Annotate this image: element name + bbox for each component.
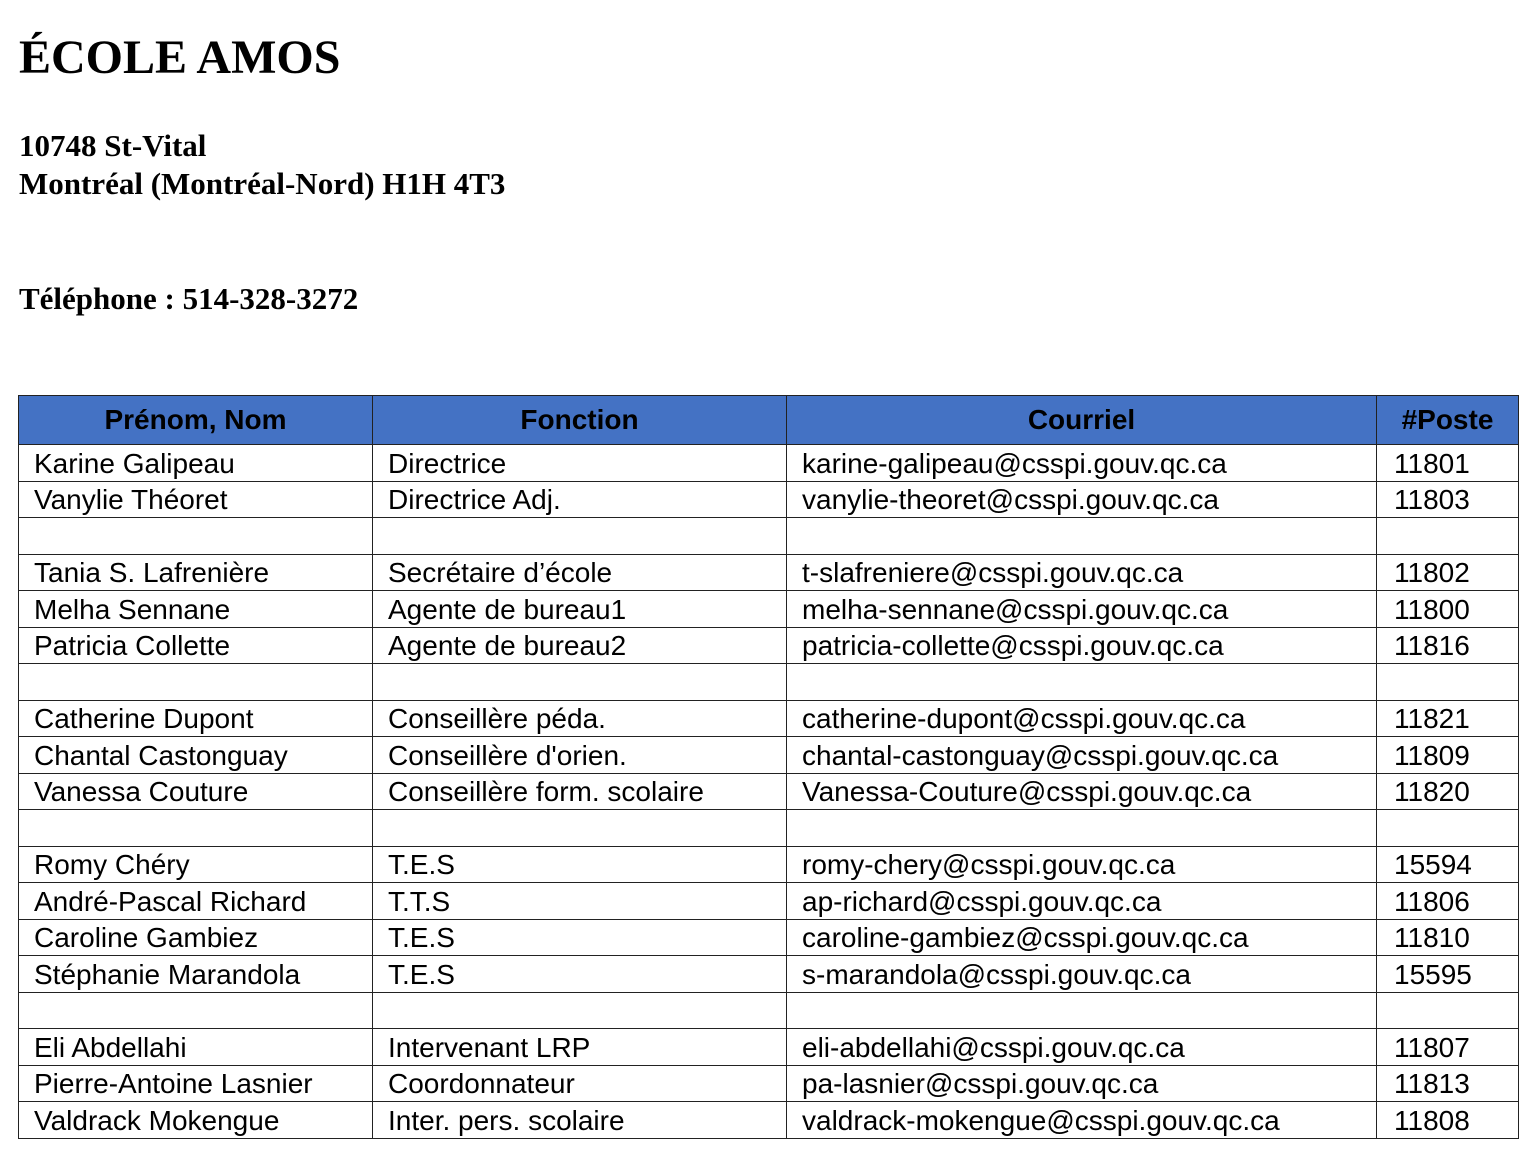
table-body [19, 445, 1519, 1139]
cell-email[interactable]: chantal-castonguay@csspi.gouv.qc.ca [787, 737, 1377, 774]
table-row [19, 773, 1519, 810]
table-row [19, 919, 1519, 956]
cell-email[interactable]: melha-sennane@csspi.gouv.qc.ca [787, 591, 1377, 628]
cell-role: Agente de bureau2 [373, 627, 787, 664]
cell-role: T.E.S [373, 956, 787, 993]
cell-poste: 11803 [1377, 481, 1519, 518]
table-row [19, 700, 1519, 737]
cell-name: Pierre-Antoine Lasnier [19, 1065, 373, 1102]
cell-email [787, 664, 1377, 701]
cell-poste: 11807 [1377, 1029, 1519, 1066]
cell-role [373, 664, 787, 701]
cell-name: Karine Galipeau [19, 445, 373, 482]
table-row [19, 591, 1519, 628]
table-row [19, 1029, 1519, 1066]
cell-role: Secrétaire d’école [373, 554, 787, 591]
cell-role [373, 810, 787, 847]
cell-name: Vanylie Théoret [19, 481, 373, 518]
cell-name: Eli Abdellahi [19, 1029, 373, 1066]
cell-email[interactable]: catherine-dupont@csspi.gouv.qc.ca [787, 700, 1377, 737]
cell-name [19, 518, 373, 555]
table-row [19, 481, 1519, 518]
cell-role: Conseillère form. scolaire [373, 773, 787, 810]
cell-name: Caroline Gambiez [19, 919, 373, 956]
cell-name [19, 664, 373, 701]
table-row [19, 956, 1519, 993]
cell-email[interactable]: karine-galipeau@csspi.gouv.qc.ca [787, 445, 1377, 482]
cell-name: Patricia Collette [19, 627, 373, 664]
address-street: 10748 St-Vital [19, 128, 207, 163]
cell-email [787, 518, 1377, 555]
cell-poste: 11813 [1377, 1065, 1519, 1102]
table-row-empty [19, 664, 1519, 701]
address-city: Montréal (Montréal-Nord) H1H 4T3 [19, 166, 506, 201]
cell-poste [1377, 518, 1519, 555]
cell-poste: 11800 [1377, 591, 1519, 628]
cell-poste: 11801 [1377, 445, 1519, 482]
cell-email[interactable]: patricia-collette@csspi.gouv.qc.ca [787, 627, 1377, 664]
table-header-row [19, 396, 1519, 445]
cell-name: Stéphanie Marandola [19, 956, 373, 993]
cell-role: Directrice Adj. [373, 481, 787, 518]
cell-name: André-Pascal Richard [19, 883, 373, 920]
cell-name: Romy Chéry [19, 846, 373, 883]
cell-poste: 11820 [1377, 773, 1519, 810]
table-row [19, 737, 1519, 774]
table-row [19, 846, 1519, 883]
cell-role: Agente de bureau1 [373, 591, 787, 628]
cell-email [787, 810, 1377, 847]
cell-poste: 11810 [1377, 919, 1519, 956]
cell-poste [1377, 810, 1519, 847]
cell-email[interactable]: caroline-gambiez@csspi.gouv.qc.ca [787, 919, 1377, 956]
cell-email[interactable]: Vanessa-Couture@csspi.gouv.qc.ca [787, 773, 1377, 810]
cell-email[interactable]: ap-richard@csspi.gouv.qc.ca [787, 883, 1377, 920]
phone-number: Téléphone : 514-328-3272 [19, 281, 359, 316]
cell-poste: 11821 [1377, 700, 1519, 737]
cell-poste [1377, 664, 1519, 701]
column-header-poste: #Poste [1377, 396, 1519, 445]
cell-poste: 11809 [1377, 737, 1519, 774]
cell-role: Inter. pers. scolaire [373, 1102, 787, 1139]
cell-poste: 11816 [1377, 627, 1519, 664]
cell-name: Catherine Dupont [19, 700, 373, 737]
table-row-empty [19, 810, 1519, 847]
cell-email [787, 992, 1377, 1029]
cell-role [373, 518, 787, 555]
cell-poste [1377, 992, 1519, 1029]
cell-role: T.E.S [373, 846, 787, 883]
cell-role: T.T.S [373, 883, 787, 920]
table-row [19, 627, 1519, 664]
cell-name [19, 992, 373, 1029]
cell-email[interactable]: pa-lasnier@csspi.gouv.qc.ca [787, 1065, 1377, 1102]
table-row [19, 445, 1519, 482]
column-header-role: Fonction [373, 396, 787, 445]
cell-email[interactable]: vanylie-theoret@csspi.gouv.qc.ca [787, 481, 1377, 518]
cell-poste: 11806 [1377, 883, 1519, 920]
cell-role: Coordonnateur [373, 1065, 787, 1102]
table-row-empty [19, 992, 1519, 1029]
cell-email[interactable]: valdrack-mokengue@csspi.gouv.qc.ca [787, 1102, 1377, 1139]
table-row [19, 883, 1519, 920]
cell-role [373, 992, 787, 1029]
cell-role: Intervenant LRP [373, 1029, 787, 1066]
table-row-empty [19, 518, 1519, 555]
table-header [19, 396, 1519, 445]
column-header-name: Prénom, Nom [19, 396, 373, 445]
cell-poste: 15594 [1377, 846, 1519, 883]
cell-poste: 11808 [1377, 1102, 1519, 1139]
cell-role: T.E.S [373, 919, 787, 956]
cell-role: Conseillère péda. [373, 700, 787, 737]
table-row [19, 1102, 1519, 1139]
staff-directory-table [18, 395, 1519, 1139]
cell-poste: 11802 [1377, 554, 1519, 591]
cell-poste: 15595 [1377, 956, 1519, 993]
cell-name: Vanessa Couture [19, 773, 373, 810]
column-header-email: Courriel [787, 396, 1377, 445]
school-title: ÉCOLE AMOS [19, 31, 341, 84]
table-row [19, 1065, 1519, 1102]
cell-role: Conseillère d'orien. [373, 737, 787, 774]
cell-name: Valdrack Mokengue [19, 1102, 373, 1139]
cell-email[interactable]: eli-abdellahi@csspi.gouv.qc.ca [787, 1029, 1377, 1066]
cell-name: Melha Sennane [19, 591, 373, 628]
cell-email[interactable]: romy-chery@csspi.gouv.qc.ca [787, 846, 1377, 883]
table-row [19, 554, 1519, 591]
cell-name: Tania S. Lafrenière [19, 554, 373, 591]
cell-name: Chantal Castonguay [19, 737, 373, 774]
cell-email[interactable]: s-marandola@csspi.gouv.qc.ca [787, 956, 1377, 993]
cell-role: Directrice [373, 445, 787, 482]
cell-name [19, 810, 373, 847]
cell-email[interactable]: t-slafreniere@csspi.gouv.qc.ca [787, 554, 1377, 591]
